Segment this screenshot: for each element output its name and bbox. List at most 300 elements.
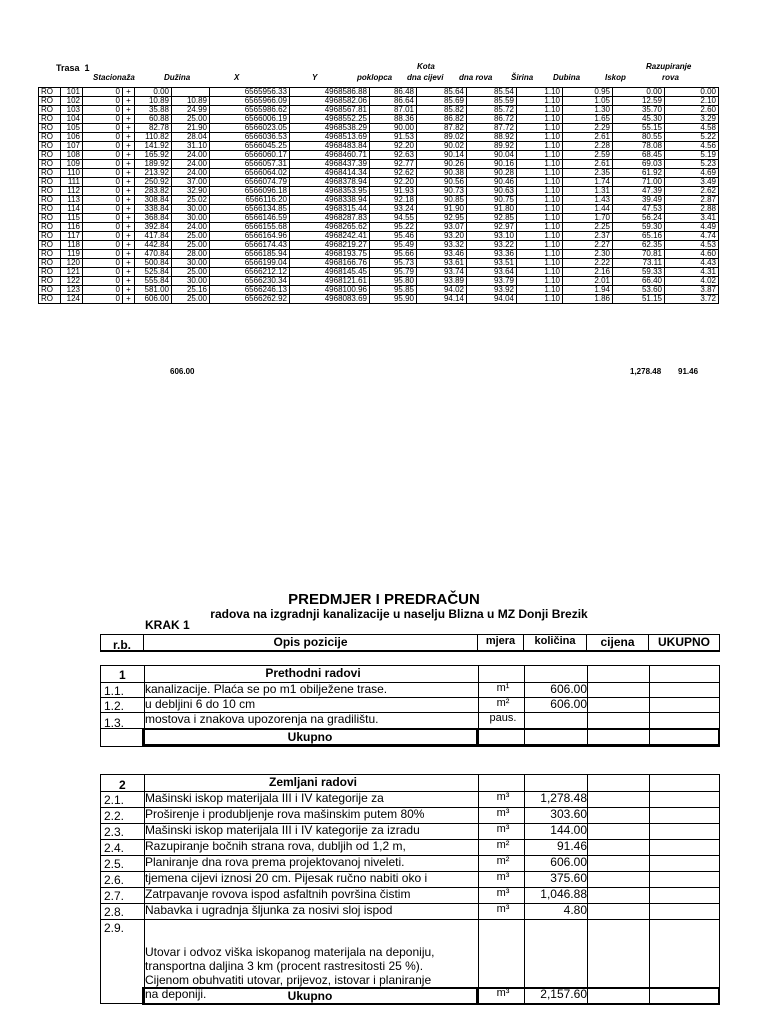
trasa-cell: 1.10 <box>517 115 563 124</box>
trasa-cell: 95.80 <box>370 277 417 286</box>
item-rb: 2.9. <box>104 921 125 935</box>
trasa-cell: 442.84 <box>135 241 172 250</box>
trasa-cell: 6566116.20 <box>210 196 290 205</box>
trasa-row <box>39 295 719 304</box>
trasa-label: Trasa <box>56 63 80 73</box>
trasa-row <box>39 286 719 295</box>
trasa-cell: 89.92 <box>467 142 517 151</box>
item-desc: mostova i znakova upozorenja na gradilištu. <box>145 712 379 726</box>
trasa-cell: 500.84 <box>135 259 172 268</box>
trasa-cell: 417.84 <box>135 232 172 241</box>
trasa-cell: + <box>123 142 135 151</box>
hdr-poklopca: poklopca <box>357 73 393 82</box>
trasa-cell: 1.94 <box>563 286 613 295</box>
trasa-cell: 108 <box>61 151 83 160</box>
trasa-cell: 30.00 <box>172 259 210 268</box>
trasa-cell: 25.00 <box>172 295 210 304</box>
trasa-cell: 2.60 <box>665 106 719 115</box>
trasa-cell: RO <box>39 250 61 259</box>
trasa-cell: 4968193.75 <box>290 250 370 259</box>
trasa-cell: 1.10 <box>517 124 563 133</box>
trasa-cell: 56.24 <box>613 214 665 223</box>
trasa-cell: 189.92 <box>135 160 172 169</box>
trasa-row <box>39 232 719 241</box>
trasa-cell: 1.10 <box>517 250 563 259</box>
header-cijena: cijena <box>586 634 649 652</box>
trasa-cell: RO <box>39 259 61 268</box>
trasa-cell: 92.97 <box>467 223 517 232</box>
trasa-cell: + <box>123 259 135 268</box>
trasa-cell: 0 <box>83 205 123 214</box>
trasa-cell: 93.22 <box>467 241 517 250</box>
trasa-cell: 92.63 <box>370 151 417 160</box>
item-rb: 2.4. <box>104 841 125 855</box>
trasa-cell: 121 <box>61 268 83 277</box>
item-desc: Mašinski iskop materijala III i IV kategorije za <box>145 791 384 805</box>
trasa-cell: 1.10 <box>517 133 563 142</box>
trasa-cell: 105 <box>61 124 83 133</box>
trasa-cell: 141.92 <box>135 142 172 151</box>
trasa-cell: 94.14 <box>417 295 467 304</box>
item-desc: Nabavka i ugradnja šljunka za nosivi sloj ispod <box>145 903 393 917</box>
trasa-cell: 85.69 <box>417 97 467 106</box>
trasa-cell: 0 <box>83 124 123 133</box>
trasa-cell: 1.70 <box>563 214 613 223</box>
trasa-cell: 1.10 <box>517 97 563 106</box>
trasa-cell: 106 <box>61 133 83 142</box>
trasa-cell: 115 <box>61 214 83 223</box>
trasa-cell: 25.00 <box>172 241 210 250</box>
trasa-cell: 0.00 <box>665 88 719 97</box>
trasa-cell: 4968414.34 <box>290 169 370 178</box>
trasa-cell: 61.92 <box>613 169 665 178</box>
trasa-cell: 2.30 <box>563 250 613 259</box>
item-rb: 2.7. <box>104 889 125 903</box>
trasa-cell: 90.26 <box>417 160 467 169</box>
trasa-row <box>39 97 719 106</box>
trasa-cell: 0 <box>83 151 123 160</box>
trasa-cell: + <box>123 115 135 124</box>
item-qty: 606.00 <box>550 855 587 869</box>
hdr-y: Y <box>312 73 318 82</box>
item-rb: 2.3. <box>104 825 125 839</box>
trasa-cell: 4.69 <box>665 169 719 178</box>
trasa-cell: 10.89 <box>135 97 172 106</box>
trasa-cell: 92.62 <box>370 169 417 178</box>
trasa-cell: RO <box>39 268 61 277</box>
trasa-cell: 4968460.71 <box>290 151 370 160</box>
trasa-cell: 95.79 <box>370 268 417 277</box>
trasa-cell: 6566246.13 <box>210 286 290 295</box>
trasa-cell: 0 <box>83 286 123 295</box>
trasa-cell: 30.00 <box>172 277 210 286</box>
trasa-cell: 4968242.41 <box>290 232 370 241</box>
item-desc-line: Utovar i odvoz viška iskopanog materijala na deponiju, <box>145 945 435 959</box>
trasa-cell: 4968100.96 <box>290 286 370 295</box>
trasa-row <box>39 187 719 196</box>
trasa-cell: 0 <box>83 187 123 196</box>
item-mjera: m² <box>496 855 510 867</box>
trasa-cell: 93.32 <box>417 241 467 250</box>
hdr-iskop: Iskop <box>605 73 626 82</box>
trasa-cell: 93.74 <box>417 268 467 277</box>
hdr-rova: rova <box>662 73 679 82</box>
trasa-cell: 1.10 <box>517 277 563 286</box>
trasa-cell: 24.99 <box>172 106 210 115</box>
trasa-cell: 51.15 <box>613 295 665 304</box>
trasa-cell: + <box>123 97 135 106</box>
trasa-cell: 90.16 <box>467 160 517 169</box>
item-qty: 303.60 <box>550 807 587 821</box>
trasa-cell: 4968552.25 <box>290 115 370 124</box>
trasa-cell: 5.22 <box>665 133 719 142</box>
trasa-cell: 4968567.81 <box>290 106 370 115</box>
trasa-cell: 0 <box>83 106 123 115</box>
item-desc-line: transportna daljina 3 km (procent rastresitosti 25 %). <box>145 959 424 973</box>
trasa-cell: 0 <box>83 277 123 286</box>
trasa-cell: 4968338.94 <box>290 196 370 205</box>
trasa-cell: 90.46 <box>467 178 517 187</box>
trasa-cell: 3.87 <box>665 286 719 295</box>
trasa-cell: 66.40 <box>613 277 665 286</box>
trasa-row <box>39 259 719 268</box>
trasa-cell: + <box>123 268 135 277</box>
trasa-cell: 6566064.02 <box>210 169 290 178</box>
trasa-cell: 4968083.69 <box>290 295 370 304</box>
trasa-cell: 1.05 <box>563 97 613 106</box>
trasa-cell: 92.95 <box>417 214 467 223</box>
trasa-cell: 85.59 <box>467 97 517 106</box>
trasa-cell: RO <box>39 232 61 241</box>
trasa-cell: 31.10 <box>172 142 210 151</box>
trasa-cell: 95.66 <box>370 250 417 259</box>
section2-ukupno-value <box>477 987 720 1005</box>
trasa-cell: 30.00 <box>172 214 210 223</box>
item-qty: 1,046.88 <box>540 887 587 901</box>
trasa-cell: 45.30 <box>613 115 665 124</box>
trasa-cell: 0 <box>83 160 123 169</box>
trasa-cell: 93.24 <box>370 205 417 214</box>
trasa-cell: 87.72 <box>467 124 517 133</box>
trasa-row <box>39 142 719 151</box>
trasa-cell: RO <box>39 97 61 106</box>
trasa-cell: 90.56 <box>417 178 467 187</box>
trasa-cell: 1.10 <box>517 178 563 187</box>
section-number: 2 <box>119 778 126 792</box>
trasa-cell: 5.23 <box>665 160 719 169</box>
trasa-cell: 2.16 <box>563 268 613 277</box>
trasa-cell: 4968513.69 <box>290 133 370 142</box>
trasa-cell: 91.80 <box>467 205 517 214</box>
trasa-cell: 71.00 <box>613 178 665 187</box>
trasa-cell: 0 <box>83 241 123 250</box>
trasa-cell: 24.00 <box>172 223 210 232</box>
trasa-cell: 2.62 <box>665 187 719 196</box>
trasa-cell: + <box>123 178 135 187</box>
trasa-cell: 93.89 <box>417 277 467 286</box>
trasa-cell: 392.84 <box>135 223 172 232</box>
trasa-cell: 95.85 <box>370 286 417 295</box>
trasa-cell: 0 <box>83 259 123 268</box>
trasa-cell: + <box>123 214 135 223</box>
trasa-cell: 2.10 <box>665 97 719 106</box>
trasa-cell: RO <box>39 277 61 286</box>
trasa-cell: 1.30 <box>563 106 613 115</box>
trasa-cell: 6566074.79 <box>210 178 290 187</box>
trasa-cell: 91.90 <box>417 205 467 214</box>
trasa-cell: 28.04 <box>172 133 210 142</box>
trasa-cell: 4.58 <box>665 124 719 133</box>
hdr-sirina: Širina <box>511 73 534 82</box>
trasa-number: 1 <box>84 63 90 73</box>
trasa-cell: 0 <box>83 178 123 187</box>
trasa-cell: 90.00 <box>370 124 417 133</box>
trasa-row <box>39 133 719 142</box>
trasa-cell: + <box>123 106 135 115</box>
item-mjera: m³ <box>496 887 510 899</box>
trasa-cell: 112 <box>61 187 83 196</box>
trasa-cell: 4968121.61 <box>290 277 370 286</box>
trasa-cell: + <box>123 187 135 196</box>
trasa-cell: 2.28 <box>563 142 613 151</box>
trasa-cell: RO <box>39 133 61 142</box>
trasa-cell: 555.84 <box>135 277 172 286</box>
item-mjera: m³ <box>496 791 510 803</box>
item-mjera: m³ <box>496 903 510 915</box>
section-title: Zemljani radovi <box>268 775 358 789</box>
trasa-cell: 65.16 <box>613 232 665 241</box>
hdr-duzina: Dužina <box>164 73 191 82</box>
item-qty: 606.00 <box>550 682 587 696</box>
item-qty: 375.60 <box>550 871 587 885</box>
trasa-cell: 0 <box>83 268 123 277</box>
trasa-cell: 3.29 <box>665 115 719 124</box>
trasa-cell: 93.20 <box>417 232 467 241</box>
trasa-cell: 93.79 <box>467 277 517 286</box>
trasa-cell: 85.82 <box>417 106 467 115</box>
trasa-cell: + <box>123 250 135 259</box>
trasa-cell: 94.04 <box>467 295 517 304</box>
trasa-cell: RO <box>39 142 61 151</box>
hdr-dna-rova: dna rova <box>459 73 493 82</box>
trasa-cell: 104 <box>61 115 83 124</box>
trasa-cell: RO <box>39 286 61 295</box>
trasa-cell: 6566096.18 <box>210 187 290 196</box>
trasa-cell: 59.33 <box>613 268 665 277</box>
trasa-cell: 0 <box>83 133 123 142</box>
item-desc: u debljini 6 do 10 cm <box>145 697 256 711</box>
trasa-cell: 95.46 <box>370 232 417 241</box>
total-duzina: 606.00 <box>170 367 195 376</box>
section-title: Prethodni radovi <box>265 666 361 680</box>
trasa-cell: 103 <box>61 106 83 115</box>
trasa-cell: 117 <box>61 232 83 241</box>
trasa-cell: 6566060.17 <box>210 151 290 160</box>
hdr-dubina: Dubina <box>553 73 581 82</box>
item-rb: 2.1. <box>104 793 125 807</box>
trasa-cell: 90.14 <box>417 151 467 160</box>
trasa-cell: 70.81 <box>613 250 665 259</box>
trasa-cell: 80.55 <box>613 133 665 142</box>
trasa-cell: 1.10 <box>517 205 563 214</box>
item-rb: 1.3. <box>104 716 125 730</box>
trasa-cell: 86.72 <box>467 115 517 124</box>
trasa-cell: 87.82 <box>417 124 467 133</box>
item-desc: Mašinski iskop materijala III i IV kategorije za izradu <box>145 823 420 837</box>
trasa-row <box>39 178 719 187</box>
trasa-cell: 93.92 <box>467 286 517 295</box>
trasa-cell: 4968483.84 <box>290 142 370 151</box>
trasa-cell: 1.74 <box>563 178 613 187</box>
trasa-cell: 95.49 <box>370 241 417 250</box>
trasa-cell: 0 <box>83 97 123 106</box>
trasa-cell: 3.72 <box>665 295 719 304</box>
trasa-cell: 0 <box>83 250 123 259</box>
section2-ukupno: Ukupno <box>142 987 478 1005</box>
trasa-cell: 92.20 <box>370 142 417 151</box>
trasa-cell: 0.95 <box>563 88 613 97</box>
item-mjera: m² <box>496 839 510 851</box>
header-rb: r.b. <box>100 634 144 652</box>
trasa-cell: 120 <box>61 259 83 268</box>
section1-ukupno-value <box>477 728 720 746</box>
section-zemljani-radovi <box>100 774 720 1004</box>
hdr-x: X <box>234 73 240 82</box>
item-qty: 606.00 <box>550 697 587 711</box>
trasa-cell: + <box>123 196 135 205</box>
trasa-cell: 283.82 <box>135 187 172 196</box>
trasa-cell: RO <box>39 151 61 160</box>
item-mjera: m¹ <box>496 682 510 694</box>
trasa-cell: 25.00 <box>172 115 210 124</box>
trasa-cell: + <box>123 295 135 304</box>
trasa-cell: RO <box>39 214 61 223</box>
trasa-cell: 111 <box>61 178 83 187</box>
trasa-cell: 6566146.59 <box>210 214 290 223</box>
item-rb: 2.5. <box>104 857 125 871</box>
trasa-cell: + <box>123 205 135 214</box>
trasa-cell: 92.85 <box>467 214 517 223</box>
trasa-cell: 525.84 <box>135 268 172 277</box>
trasa-cell: 5.19 <box>665 151 719 160</box>
item-rb: 2.8. <box>104 905 125 919</box>
trasa-cell: 6566006.19 <box>210 115 290 124</box>
trasa-cell: RO <box>39 196 61 205</box>
trasa-cell: 4.53 <box>665 241 719 250</box>
trasa-cell: 32.90 <box>172 187 210 196</box>
trasa-cell: 1.43 <box>563 196 613 205</box>
total-razupiranje: 91.46 <box>678 367 699 376</box>
trasa-cell: 90.28 <box>467 169 517 178</box>
trasa-cell: 95.22 <box>370 223 417 232</box>
trasa-cell: 0.00 <box>613 88 665 97</box>
trasa-cell: + <box>123 133 135 142</box>
trasa-cell: 3.49 <box>665 178 719 187</box>
trasa-row <box>39 268 719 277</box>
trasa-cell: 21.90 <box>172 124 210 133</box>
trasa-cell: 24.00 <box>172 151 210 160</box>
trasa-cell: 90.63 <box>467 187 517 196</box>
trasa-cell: 470.84 <box>135 250 172 259</box>
trasa-cell: RO <box>39 187 61 196</box>
item-desc: tjemena cijevi iznosi 20 cm. Pijesak ručno nabiti oko i <box>145 871 428 885</box>
predmjer-krak: KRAK 1 <box>145 618 190 632</box>
trasa-cell: 6566036.53 <box>210 133 290 142</box>
trasa-cell: 1.10 <box>517 295 563 304</box>
trasa-cell: 2.29 <box>563 124 613 133</box>
trasa-cell: 25.00 <box>172 232 210 241</box>
trasa-cell: 1.10 <box>517 151 563 160</box>
trasa-cell: 4968353.95 <box>290 187 370 196</box>
header-opis: Opis pozicije <box>143 634 478 652</box>
trasa-cell: RO <box>39 88 61 97</box>
trasa-cell: 86.82 <box>417 115 467 124</box>
trasa-cell: 1.10 <box>517 259 563 268</box>
trasa-cell: 1.10 <box>517 232 563 241</box>
trasa-cell: + <box>123 124 135 133</box>
trasa-cell: 1.10 <box>517 88 563 97</box>
header-kolicina: količina <box>523 634 587 652</box>
trasa-cell: 78.08 <box>613 142 665 151</box>
trasa-cell: 123 <box>61 286 83 295</box>
trasa-cell: 109 <box>61 160 83 169</box>
section-number: 1 <box>119 668 126 682</box>
trasa-cell: 55.15 <box>613 124 665 133</box>
trasa-cell: 107 <box>61 142 83 151</box>
trasa-cell: 92.18 <box>370 196 417 205</box>
trasa-cell: 93.61 <box>417 259 467 268</box>
trasa-cell: 0 <box>83 88 123 97</box>
trasa-cell: 4968166.76 <box>290 259 370 268</box>
trasa-cell: 2.25 <box>563 223 613 232</box>
trasa-row <box>39 250 719 259</box>
trasa-cell: 90.04 <box>467 151 517 160</box>
trasa-cell: 35.88 <box>135 106 172 115</box>
trasa-cell: 86.48 <box>370 88 417 97</box>
trasa-row <box>39 205 719 214</box>
trasa-cell: 110.82 <box>135 133 172 142</box>
trasa-cell: 2.01 <box>563 277 613 286</box>
trasa-cell: 37.00 <box>172 178 210 187</box>
item-qty: 1,278.48 <box>540 791 587 805</box>
trasa-cell: 85.72 <box>467 106 517 115</box>
predmjer-title: PREDMJER I PREDRAČUN <box>288 591 480 608</box>
trasa-cell: 85.54 <box>467 88 517 97</box>
item-rb: 1.1. <box>104 684 125 698</box>
header-ukupno: UKUPNO <box>648 634 720 652</box>
trasa-cell: 6566174.43 <box>210 241 290 250</box>
trasa-cell: 30.00 <box>172 205 210 214</box>
trasa-cell: 165.92 <box>135 151 172 160</box>
trasa-cell: 87.01 <box>370 106 417 115</box>
trasa-cell: + <box>123 223 135 232</box>
trasa-cell: 12.59 <box>613 97 665 106</box>
trasa-cell: 118 <box>61 241 83 250</box>
trasa-row <box>39 169 719 178</box>
trasa-cell: 0 <box>83 223 123 232</box>
trasa-cell: 4968219.27 <box>290 241 370 250</box>
trasa-cell: 92.20 <box>370 178 417 187</box>
item-mjera: m³ <box>496 987 510 999</box>
trasa-cell: + <box>123 169 135 178</box>
trasa-cell: 122 <box>61 277 83 286</box>
trasa-cell: 3.41 <box>665 214 719 223</box>
trasa-cell: 4968437.39 <box>290 160 370 169</box>
trasa-cell: + <box>123 151 135 160</box>
trasa-cell: 2.88 <box>665 205 719 214</box>
trasa-row <box>39 88 719 97</box>
item-qty: 144.00 <box>550 823 587 837</box>
